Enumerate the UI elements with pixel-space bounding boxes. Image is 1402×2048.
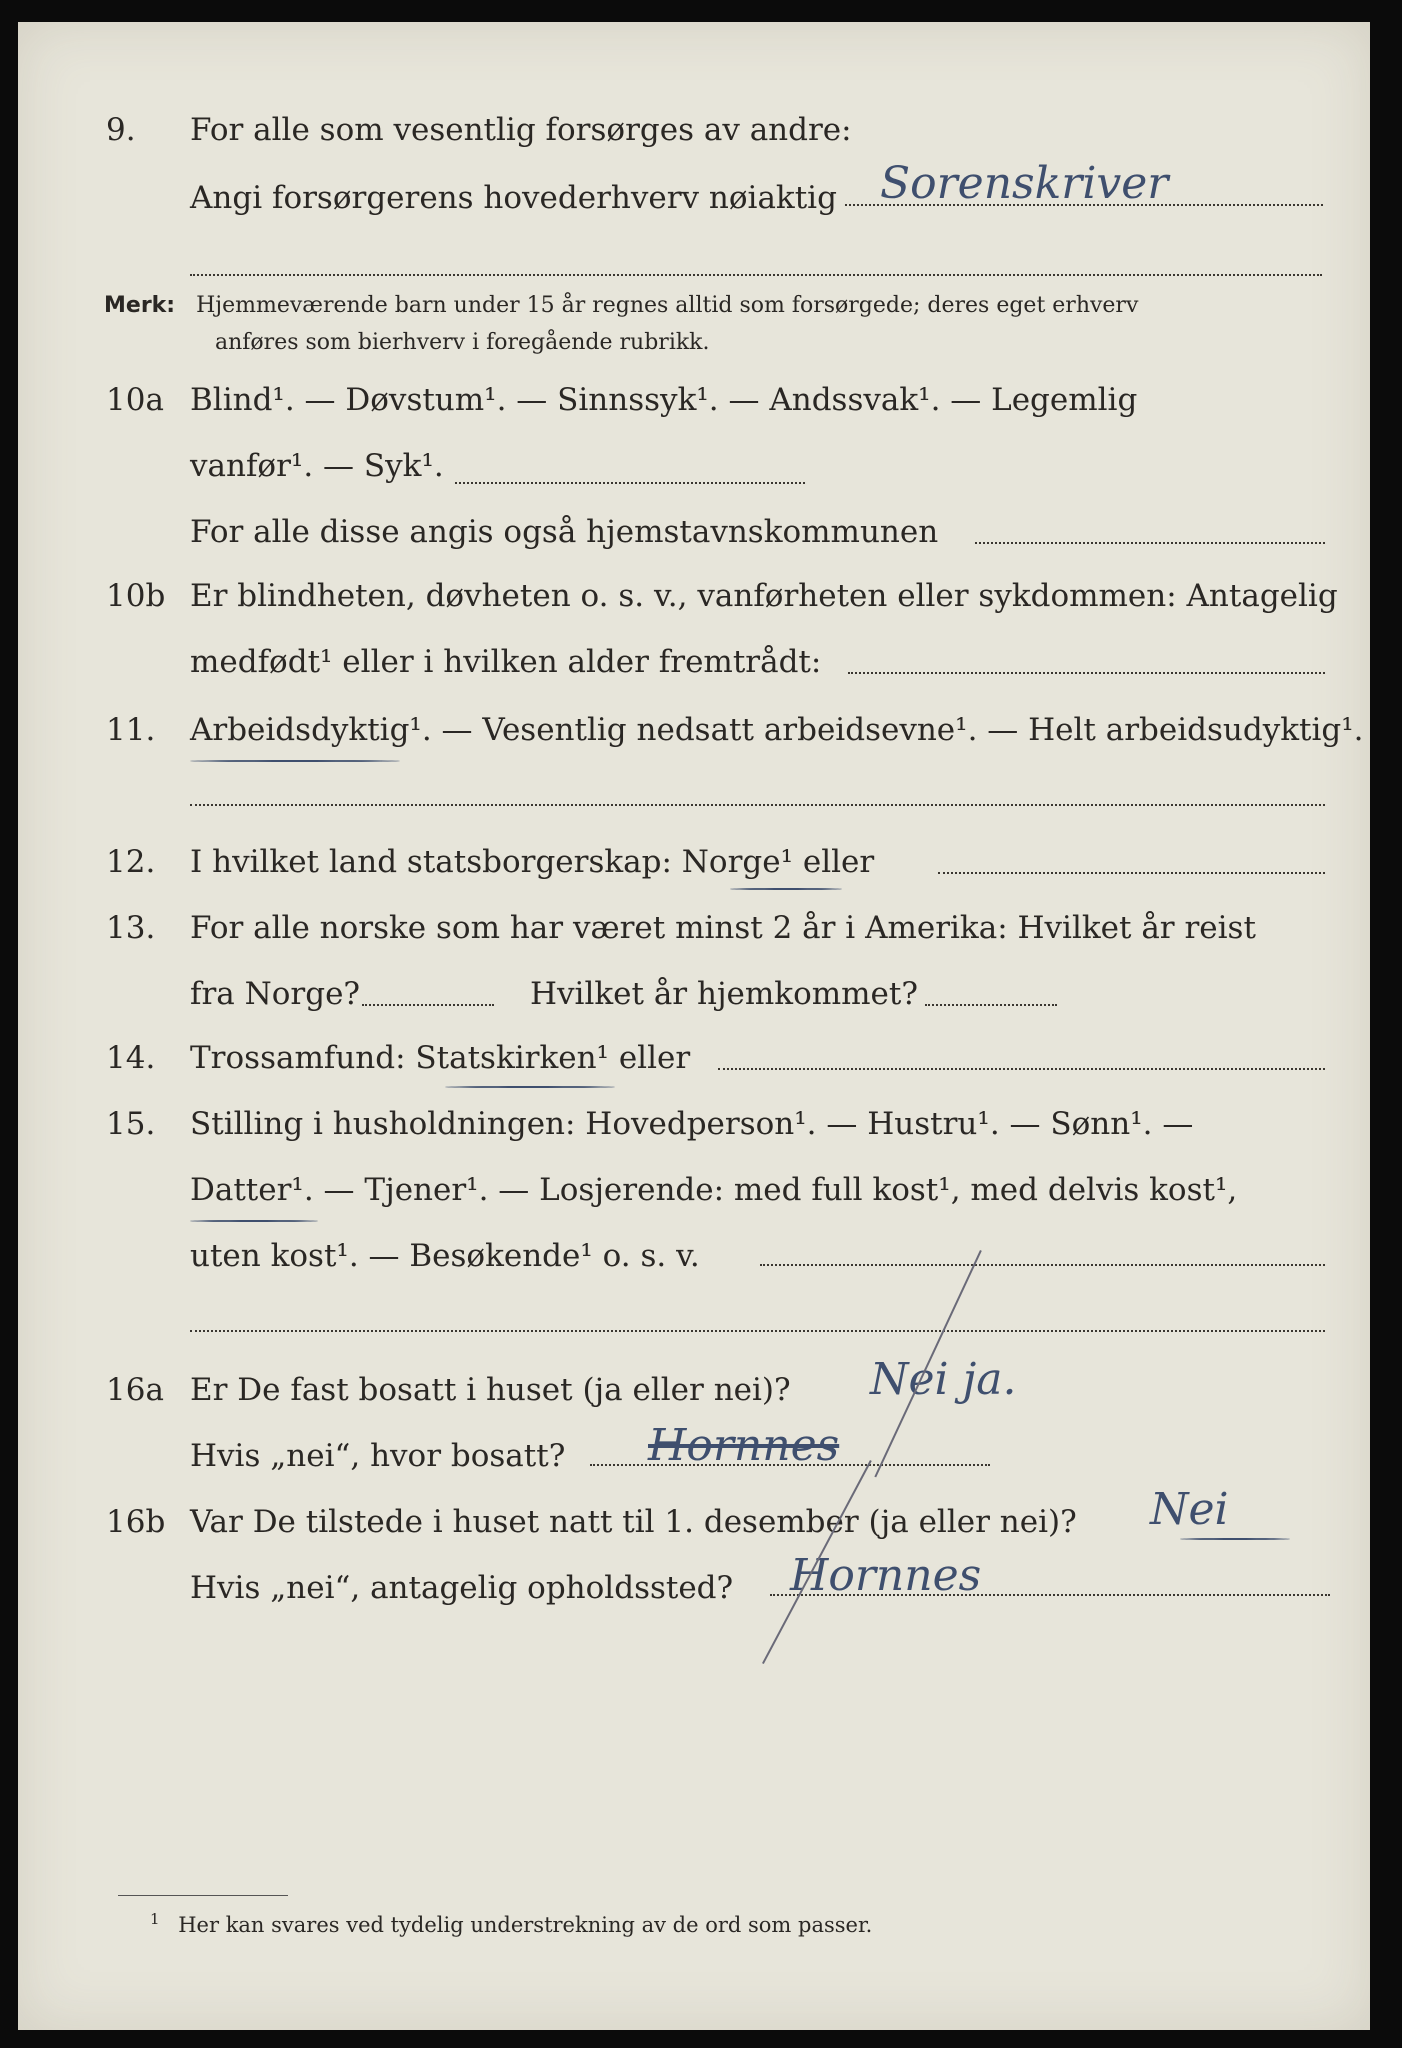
question-text: Arbeidsdyktig¹. — Vesentlig nedsatt arbeidsevne¹. — Helt arbeidsudyktig¹. <box>190 712 1364 748</box>
question-text: For alle norske som har været minst 2 år i Amerika: Hvilket år reist <box>190 910 1256 946</box>
question-text: Var De tilstede i huset natt til 1. desember (ja eller nei)? <box>190 1504 1077 1540</box>
question-text: medfødt¹ eller i hvilken alder fremtrådt: <box>190 644 822 680</box>
question-text: I hvilket land statsborgerskap: Norge¹ eller <box>190 844 875 880</box>
question-number: 10b <box>106 578 166 614</box>
handwritten-answer: Hornnes <box>648 1420 840 1471</box>
question-number: 15. <box>106 1106 156 1142</box>
question-text: vanfør¹. — Syk¹. <box>190 448 444 484</box>
question-number: 9. <box>106 112 136 148</box>
handwritten-answer: Nei ja. <box>870 1354 1017 1405</box>
answer-line <box>190 274 1322 276</box>
question-number: 16b <box>106 1504 166 1540</box>
question-number: 14. <box>106 1040 156 1076</box>
question-text: Blind¹. — Døvstum¹. — Sinnssyk¹. — Andssvak¹. — Legemlig <box>190 382 1138 418</box>
question-number: 13. <box>106 910 156 946</box>
answer-line <box>190 1330 1325 1332</box>
question-text: Datter¹. — Tjener¹. — Losjerende: med full kost¹, med delvis kost¹, <box>190 1172 1238 1208</box>
handwritten-underline <box>190 1220 318 1222</box>
answer-line <box>848 672 1325 674</box>
question-text: fra Norge? <box>190 976 361 1012</box>
answer-line <box>975 542 1325 544</box>
note-line2 <box>215 325 710 361</box>
question-number: 16a <box>106 1372 164 1408</box>
handwritten-answer: Hornnes <box>790 1550 982 1601</box>
handwritten-underline <box>730 888 842 890</box>
question-number: 12. <box>106 844 156 880</box>
answer-line <box>938 872 1325 874</box>
question-text: Er De fast bosatt i huset (ja eller nei)? <box>190 1372 791 1408</box>
handwritten-underline <box>190 760 400 762</box>
note-text: anføres som bierhverv i foregående rubrikk. <box>215 330 710 355</box>
question-text: Hvis „nei“, antagelig opholdssted? <box>190 1570 734 1606</box>
answer-line <box>455 482 805 484</box>
answer-line <box>718 1068 1325 1070</box>
answer-line <box>190 804 1325 806</box>
answer-line <box>362 1004 494 1006</box>
answer-line <box>760 1264 1325 1266</box>
question-text: uten kost¹. — Besøkende¹ o. s. v. <box>190 1238 700 1274</box>
question-text: Hvilket år hjemkommet? <box>530 976 918 1012</box>
question-text: Angi forsørgerens hovederhverv nøiaktig <box>190 180 837 216</box>
handwritten-underline <box>1180 1538 1290 1540</box>
footnote-mark: 1 <box>150 1910 160 1928</box>
handwritten-answer: Nei <box>1150 1484 1229 1535</box>
note-text: Hjemmeværende barn under 15 år regnes alltid som forsørgede; deres eget erhverv <box>196 293 1139 318</box>
footnote-text: Her kan svares ved tydelig understrekning av de ord som passer. <box>178 1913 873 1937</box>
question-number: 10a <box>106 382 164 418</box>
question-text: Trossamfund: Statskirken¹ eller <box>190 1040 691 1076</box>
question-text: Stilling i husholdningen: Hovedperson¹. — Hustru¹. — Sønn¹. — <box>190 1106 1194 1142</box>
question-number: 11. <box>106 712 156 748</box>
question-text: Hvis „nei“, hvor bosatt? <box>190 1438 566 1474</box>
footnote <box>150 1910 872 1937</box>
question-text: For alle disse angis også hjemstavnskommunen <box>190 514 939 550</box>
answer-line <box>925 1004 1057 1006</box>
handwritten-underline <box>445 1086 615 1088</box>
note-label: Merk: <box>104 293 176 318</box>
note <box>104 288 1138 324</box>
question-text: For alle som vesentlig forsørges av andre: <box>190 112 852 148</box>
handwritten-answer: Sorenskriver <box>880 158 1169 209</box>
footnote-rule <box>118 1895 288 1896</box>
question-text: Er blindheten, døvheten o. s. v., vanførheten eller sykdommen: Antagelig <box>190 578 1338 614</box>
